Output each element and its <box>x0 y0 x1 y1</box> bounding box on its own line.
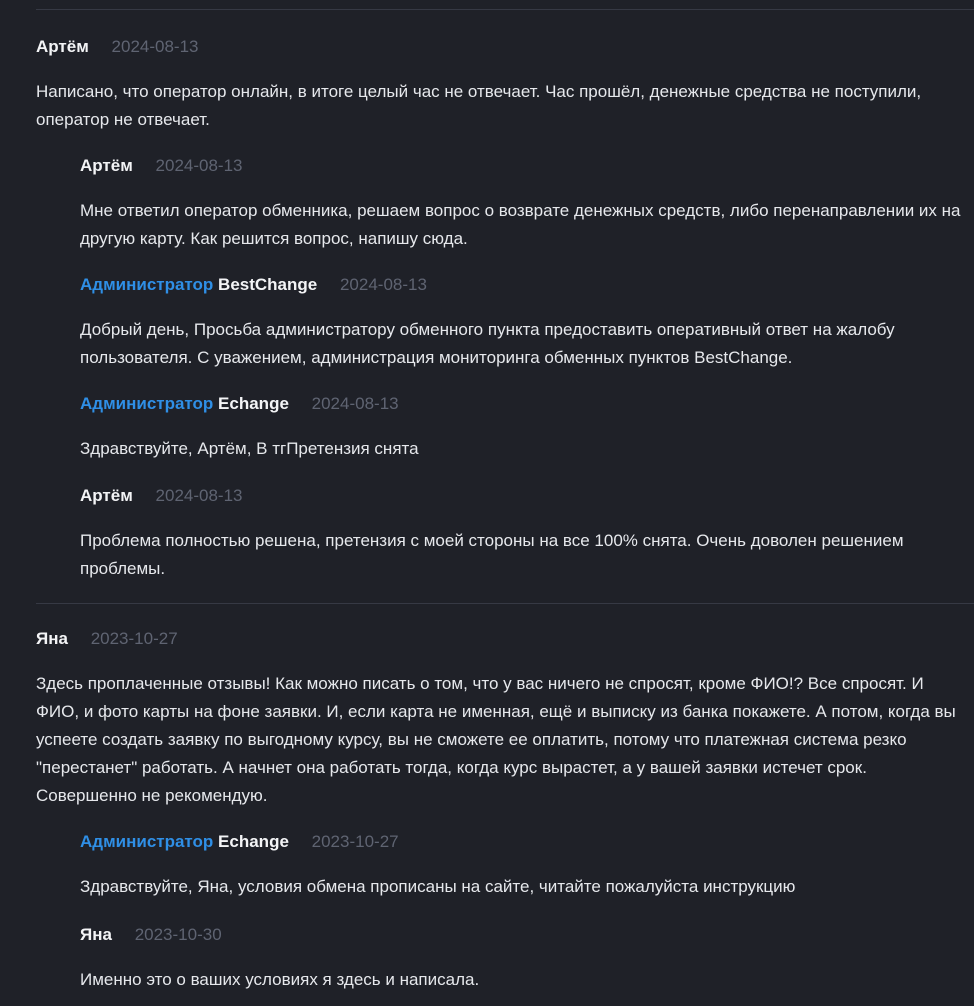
comment-author[interactable]: Артём <box>36 37 89 56</box>
reply-date: 2023-10-27 <box>311 832 399 851</box>
reply-author[interactable]: Артём <box>80 486 133 505</box>
reply-text: Мне ответил оператор обменника, решаем вопрос о возврате денежных средств, либо перенаправлении их на другую карту. Как решится вопрос, напишу сюда. <box>80 201 961 248</box>
reply-author[interactable]: BestChange <box>218 275 318 294</box>
reply-text: Именно это о ваших условиях я здесь и написала. <box>80 970 480 989</box>
reply-date: 2024-08-13 <box>339 275 427 294</box>
admin-role-label: Администратор <box>80 832 214 851</box>
reply <box>80 486 964 583</box>
reply-text: Добрый день, Просьба администратору обменного пункта предоставить оперативный ответ на жалобу пользователя. С уважением, администрация мониторинга обменных пунктов BestChange. <box>80 320 895 367</box>
reply-author[interactable]: Echange <box>218 832 289 851</box>
reply <box>80 156 964 253</box>
divider-thread <box>36 603 974 604</box>
reply-meta <box>80 156 964 176</box>
reply-meta <box>80 832 964 852</box>
comment-meta <box>36 37 964 57</box>
comment <box>36 629 964 810</box>
comment-text: Здесь проплаченные отзывы! Как можно писать о том, что у вас ничего не спросят, кроме ФИО!? Все спросят. И ФИО, и фото карты на фоне заявки. И, если карта не именная, ещё и выписку из банка покажете. А потом, когда вы успеете создать заявку по выгодному курсу, вы не сможете ее оплатить, потому что платежная система резко "перестанет" работать. А начнет она работать тогда, когда курс вырастет, а у вашей заявки истечет срок. Совершенно не рекомендую. <box>36 674 956 805</box>
comment-text: Написано, что оператор онлайн, в итоге целый час не отвечает. Час прошёл, денежные средства не поступили, оператор не отвечает. <box>36 82 922 129</box>
reply <box>80 832 964 901</box>
admin-role-label: Администратор <box>80 275 214 294</box>
reply-author[interactable]: Echange <box>218 394 289 413</box>
reply-date: 2023-10-30 <box>134 925 222 944</box>
reply <box>80 275 964 372</box>
reply-author[interactable]: Яна <box>80 925 112 944</box>
reply-date: 2024-08-13 <box>311 394 399 413</box>
reply-text: Проблема полностью решена, претензия с моей стороны на все 100% снята. Очень доволен решением проблемы. <box>80 531 904 578</box>
reply-date: 2024-08-13 <box>155 486 243 505</box>
comment-date: 2023-10-27 <box>90 629 178 648</box>
reply-meta <box>80 275 964 295</box>
reply <box>80 394 964 463</box>
comment-author[interactable]: Яна <box>36 629 68 648</box>
reply-meta <box>80 925 964 945</box>
reply-date: 2024-08-13 <box>155 156 243 175</box>
divider-top <box>36 9 974 10</box>
comment-date: 2024-08-13 <box>111 37 199 56</box>
comment-meta <box>36 629 964 649</box>
reply-meta <box>80 486 964 506</box>
reply-meta <box>80 394 964 414</box>
comment <box>36 37 964 134</box>
reply-author[interactable]: Артём <box>80 156 133 175</box>
reply-text: Здравствуйте, Яна, условия обмена прописаны на сайте, читайте пожалуйста инструкцию <box>80 877 796 896</box>
reply-text: Здравствуйте, Артём, В тгПретензия снята <box>80 439 419 458</box>
reply <box>80 925 964 994</box>
admin-role-label: Администратор <box>80 394 214 413</box>
